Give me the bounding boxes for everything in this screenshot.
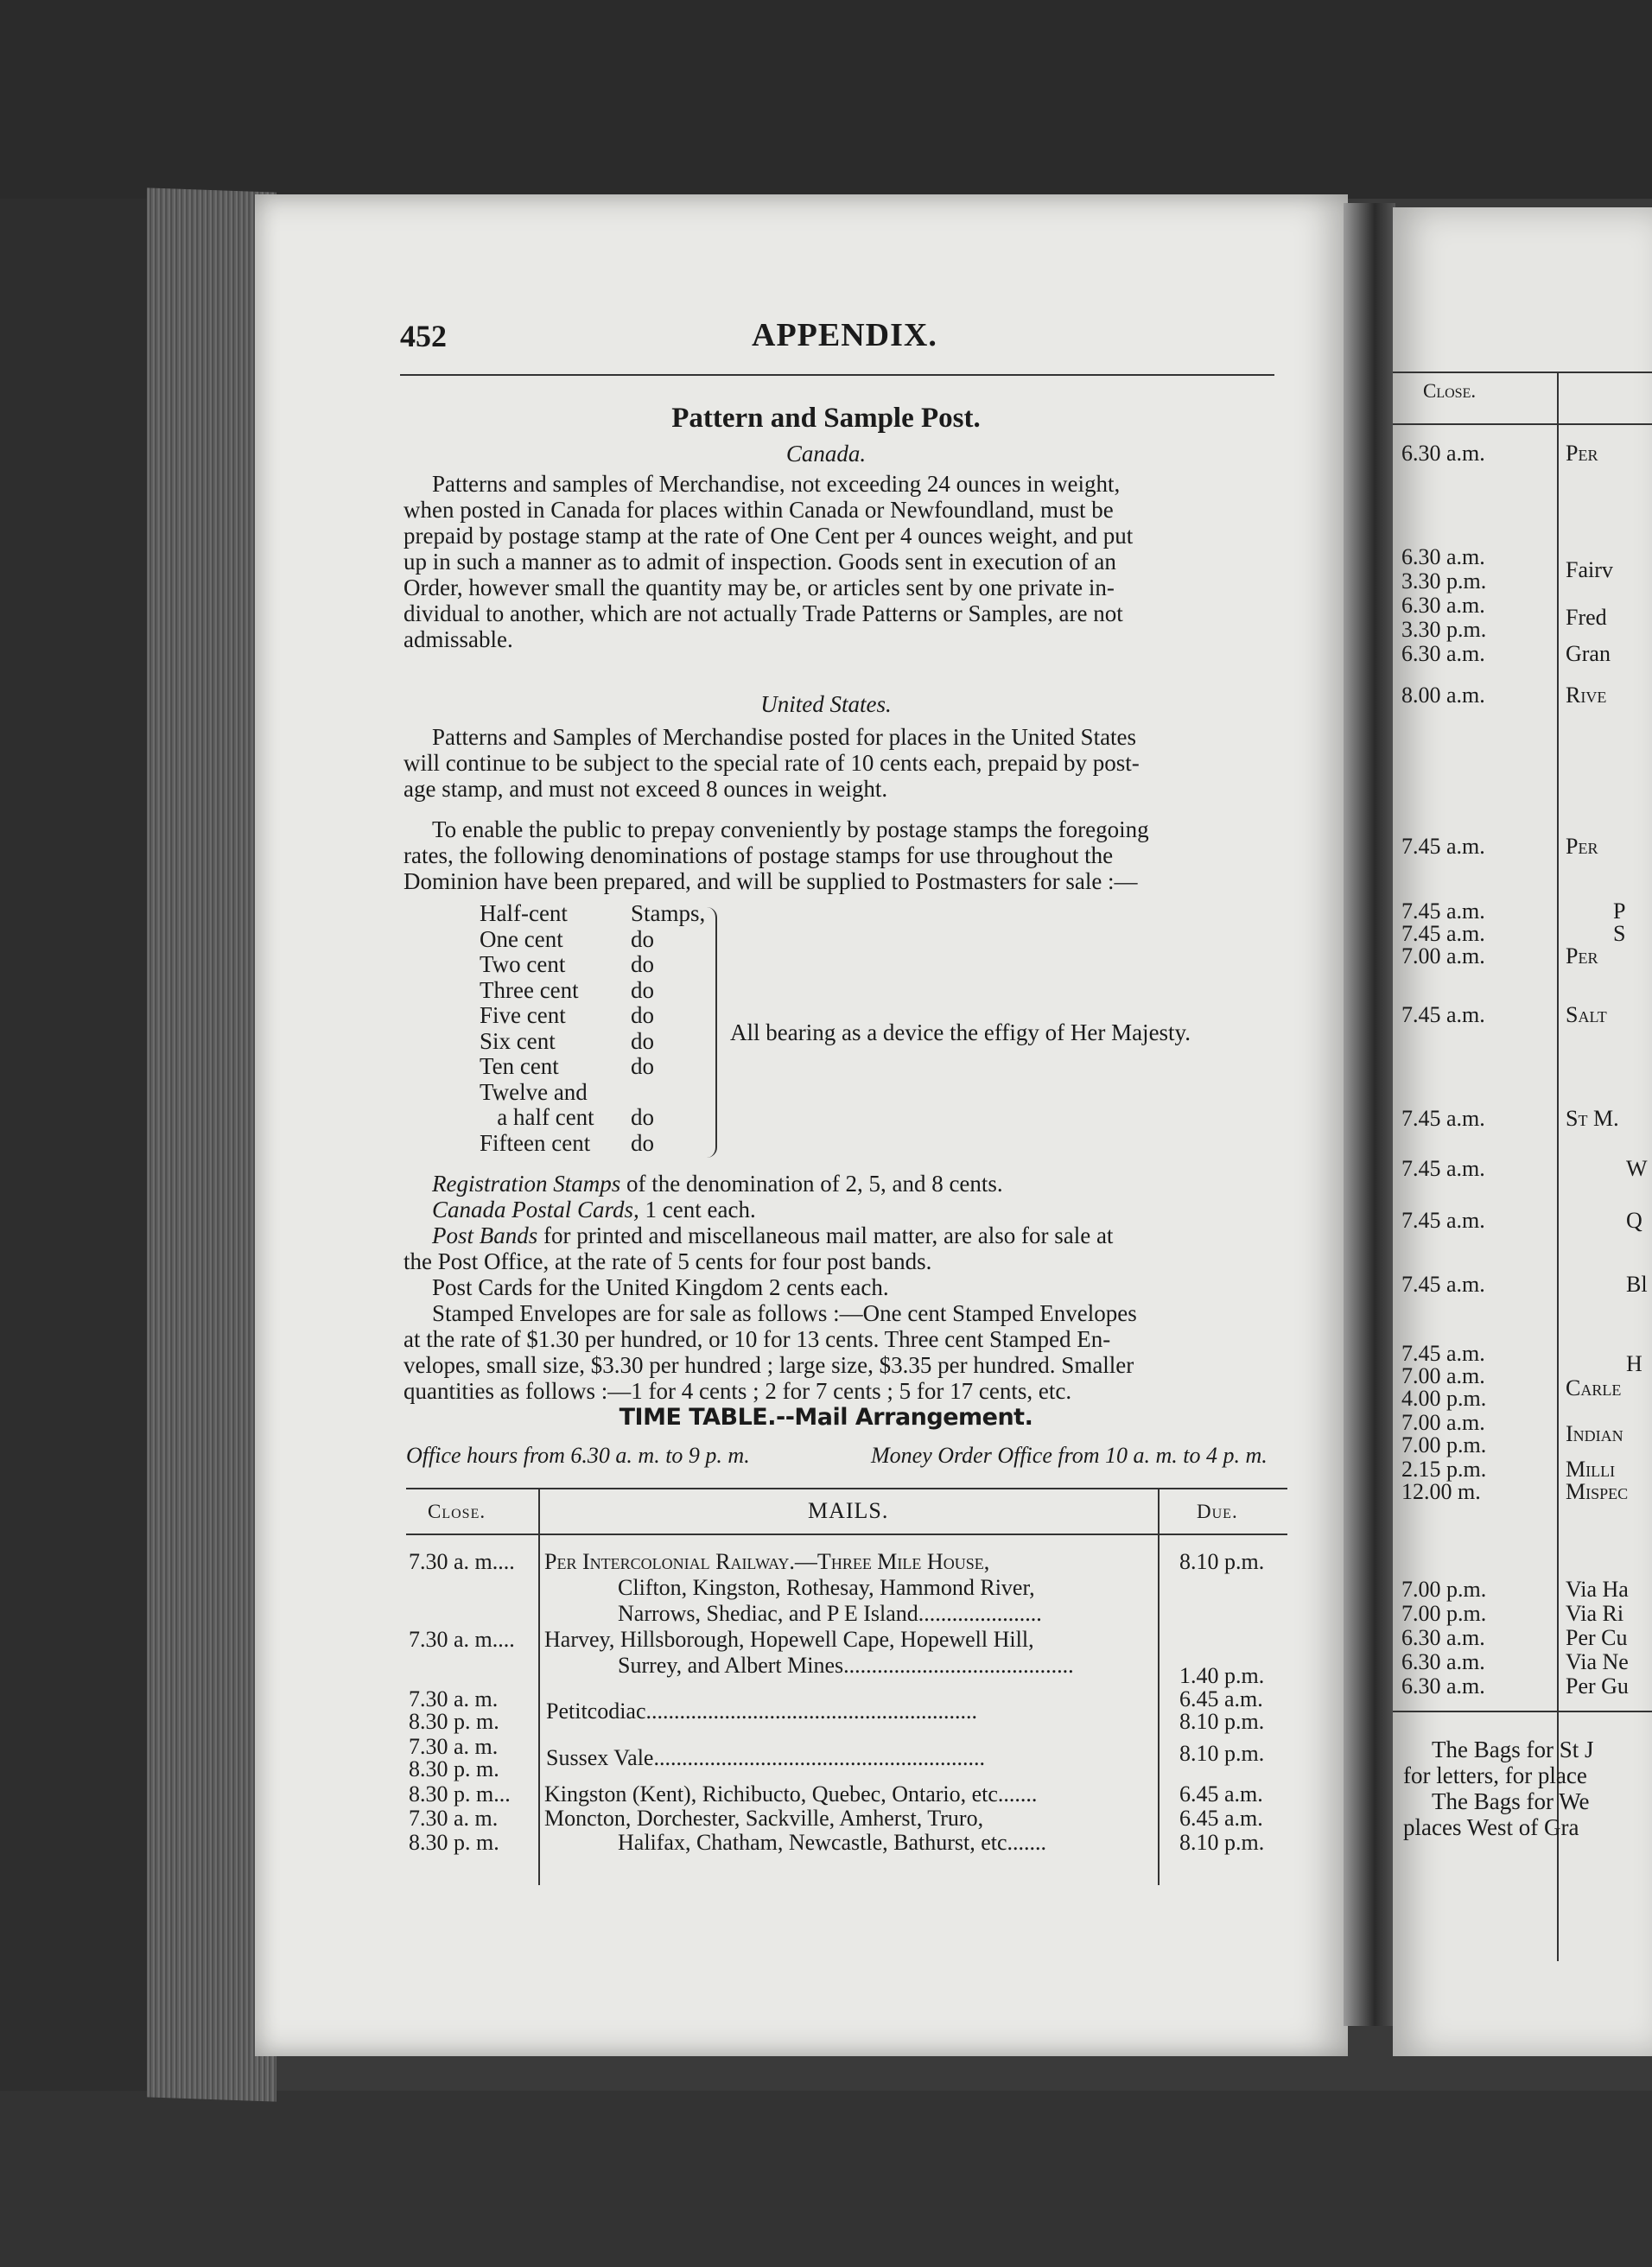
table-cell-mails: Carle [1566, 1375, 1622, 1400]
column-header-due: Due. [1197, 1501, 1238, 1522]
column-header-mails: MAILS. [808, 1498, 889, 1523]
table-cell-mails: Per Cu [1566, 1625, 1628, 1650]
stamp-do: do [631, 1027, 654, 1054]
table-cell-mails: Per Gu [1566, 1673, 1629, 1699]
stamp-do: Stamps, [631, 900, 706, 926]
text-line: age stamp, and must not exceed 8 ounces in weight. [403, 776, 888, 802]
stamp-do [631, 1080, 683, 1106]
table-cell-close: 7.00 a.m. [1401, 1410, 1485, 1435]
table-cell-close: 7.45 a.m. [1401, 1208, 1485, 1233]
table-cell-mails: Q [1626, 1208, 1642, 1233]
backdrop-top [0, 0, 1652, 199]
text-line: Patterns and samples of Merchandise, not exceeding 24 ounces in weight, [432, 471, 1121, 497]
line-rest: 1 cent each. [639, 1197, 756, 1222]
table-cell-close: 8.30 p. m. [409, 1709, 499, 1734]
table-cell-mails: Bl [1626, 1272, 1648, 1297]
line-rest: of the denomination of 2, 5, and 8 cents. [620, 1171, 1003, 1197]
table-cell-close: 6.30 a.m. [1401, 1649, 1485, 1674]
table-cell-due: 6.45 a.m. [1179, 1806, 1263, 1831]
italic-term: Registration Stamps [432, 1171, 621, 1197]
canada-heading: Canada. [785, 441, 867, 467]
table-cell-mails: Milli [1566, 1457, 1616, 1482]
canada-paragraph [403, 471, 1276, 652]
list-item [480, 1131, 683, 1157]
table-cell-due: 8.10 p.m. [1179, 1709, 1265, 1734]
table-cell-mails: Per Intercolonial Railway.—Three Mile House, [544, 1549, 990, 1574]
stamp-name: Five cent [480, 1002, 566, 1028]
stamp-denomination-list [480, 900, 706, 1156]
column-header-close: Close. [1423, 380, 1477, 402]
stamp-do: do [631, 1053, 654, 1079]
table-cell-close: 7.00 a.m. [1401, 943, 1485, 968]
office-hours: Office hours from 6.30 a. m. to 9 p. m. [406, 1443, 750, 1468]
text-line: Dominion have been prepared, and will be supplied to Postmasters for sale :— [403, 868, 1138, 894]
italic-term: Post Bands [432, 1222, 538, 1248]
table-cell-mails: Mispec [1566, 1479, 1629, 1504]
list-item [480, 1080, 683, 1106]
list-item [480, 927, 683, 953]
table-cell-close: 7.30 a. m. [409, 1806, 499, 1831]
table-cell-close: 7.45 a.m. [1401, 1272, 1485, 1297]
text-line: Post Cards for the United Kingdom 2 cents each. [432, 1274, 889, 1300]
right-page [1393, 207, 1652, 2056]
list-item [480, 978, 683, 1004]
table-cell-mails: S [1613, 921, 1626, 946]
list-item [480, 1105, 683, 1131]
line-rest: for printed and miscellaneous mail matter, are also for sale at [537, 1222, 1114, 1248]
text-line: places West of Gra [1403, 1814, 1579, 1840]
stamp-do: do [631, 1002, 654, 1028]
table-cell-close: 8.30 p. m... [409, 1781, 511, 1807]
table-cell-mails: Clifton, Kingston, Rothesay, Hammond River, [618, 1575, 1035, 1600]
table-cell-close: 7.30 a. m. [409, 1734, 499, 1759]
text-line: The Bags for We [1432, 1788, 1590, 1814]
table-cell-due: 8.10 p.m. [1179, 1549, 1265, 1574]
table-cell-close: 3.30 p.m. [1401, 617, 1487, 642]
running-title: APPENDIX. [752, 317, 937, 353]
brace [700, 907, 717, 1158]
text-line: the Post Office, at the rate of 5 cents for four post bands. [403, 1248, 932, 1274]
header-rule [1393, 371, 1652, 373]
stamp-name: Two cent [480, 951, 566, 977]
column-divider [1557, 371, 1559, 1961]
column-header-close: Close. [428, 1501, 486, 1522]
table-cell-close: 7.00 p.m. [1401, 1577, 1487, 1602]
stamp-do: do [631, 1104, 654, 1130]
stamp-name: a half cent [480, 1104, 594, 1130]
table-cell-mails: Rive [1566, 683, 1607, 708]
stamp-name: Half-cent [480, 900, 568, 926]
table-cell-close: 6.30 a.m. [1401, 641, 1485, 666]
table-cell-mails: Fairv [1566, 557, 1613, 582]
stamp-name: Twelve and [480, 1078, 588, 1105]
table-cell-due: 8.10 p.m. [1179, 1830, 1265, 1855]
table-bottom-rule [1393, 1711, 1652, 1712]
text-line: The Bags for St J [1432, 1737, 1594, 1762]
text-line: for letters, for place [1403, 1762, 1587, 1788]
table-cell-mails: Via Ne [1566, 1649, 1629, 1674]
stamp-name: Ten cent [480, 1053, 559, 1079]
text-line: Patterns and Samples of Merchandise posted for places in the United States [432, 724, 1137, 750]
text-line: rates, the following denominations of postage stamps for use throughout the [403, 842, 1114, 868]
table-cell-mails: Via Ha [1566, 1577, 1629, 1602]
text-line: prepaid by postage stamp at the rate of One Cent per 4 ounces weight, and put [403, 523, 1134, 549]
text-line: Stamped Envelopes are for sale as follows :—One cent Stamped Envelopes [432, 1300, 1137, 1326]
table-cell-close: 6.30 a.m. [1401, 593, 1485, 618]
table-cell-close: 6.30 a.m. [1401, 1673, 1485, 1699]
table-cell-close: 7.30 a. m. [409, 1686, 499, 1711]
table-cell-close: 7.45 a.m. [1401, 834, 1485, 859]
table-cell-close: 7.00 a.m. [1401, 1363, 1485, 1388]
table-cell-mails: Petitcodiac........................................................... [546, 1699, 978, 1724]
table-cell-mails: Per [1566, 834, 1598, 859]
stamps-note: All bearing as a device the effigy of Her Majesty. [730, 1019, 1191, 1045]
text-line: admissable. [403, 626, 513, 652]
stamp-do: do [631, 951, 654, 977]
list-item [480, 1003, 683, 1029]
money-order-hours: Money Order Office from 10 a. m. to 4 p. m. [871, 1443, 1268, 1468]
table-cell-due: 6.45 a.m. [1179, 1686, 1263, 1711]
table-cell-mails: Indian [1566, 1421, 1623, 1446]
table-cell-close: 8.30 p. m. [409, 1756, 499, 1781]
stamp-do: do [631, 976, 654, 1003]
table-cell-close: 12.00 m. [1401, 1479, 1481, 1504]
table-cell-close: 8.00 a.m. [1401, 683, 1485, 708]
stamps-extra-paragraph [403, 1171, 1276, 1404]
stamp-do: do [631, 925, 654, 952]
table-cell-mails: Halifax, Chatham, Newcastle, Bathurst, etc....... [618, 1830, 1047, 1855]
text-line: will continue to be subject to the special rate of 10 cents each, prepaid by post- [403, 750, 1140, 776]
stamp-do: do [631, 1129, 654, 1156]
column-divider [538, 1488, 540, 1885]
text-line: quantities as follows :—1 for 4 cents ; 2 for 7 cents ; 5 for 17 cents, etc. [403, 1378, 1072, 1404]
table-cell-close: 6.30 a.m. [1401, 1625, 1485, 1650]
table-cell-mails: Gran [1566, 641, 1611, 666]
table-cell-mails: H [1626, 1351, 1642, 1376]
table-cell-close: 7.45 a.m. [1401, 1106, 1485, 1131]
text-line [403, 1171, 1276, 1197]
table-cell-due: 8.10 p.m. [1179, 1741, 1265, 1766]
table-cell-mails: Per [1566, 441, 1598, 466]
table-cell-close: 7.45 a.m. [1401, 921, 1485, 946]
list-item [480, 1054, 683, 1080]
table-cell-mails: W [1626, 1156, 1648, 1181]
table-cell-close: 7.45 a.m. [1401, 1341, 1485, 1366]
stamp-name: Fifteen cent [480, 1129, 591, 1156]
page-number: 452 [400, 319, 447, 353]
list-item [480, 900, 706, 927]
backdrop-bottom [0, 2091, 1652, 2267]
table-header-rule [1393, 423, 1652, 425]
table-cell-mails: Harvey, Hillsborough, Hopewell Cape, Hopewell Hill, [544, 1627, 1034, 1652]
table-cell-mails: Kingston (Kent), Richibucto, Quebec, Ontario, etc....... [544, 1781, 1038, 1807]
table-cell-mails: Sussex Vale........................................................... [546, 1745, 985, 1770]
table-cell-mails: Surrey, and Albert Mines......................................... [618, 1653, 1074, 1678]
text-line: Order, however small the quantity may be, or articles sent by one private in- [403, 575, 1115, 600]
list-item [480, 1029, 683, 1055]
text-line: dividual to another, which are not actually Trade Patterns or Samples, are not [403, 600, 1123, 626]
table-cell-close: 2.15 p.m. [1401, 1457, 1487, 1482]
table-cell-close: 7.45 a.m. [1401, 1156, 1485, 1181]
table-cell-close: 7.30 a. m.... [409, 1549, 515, 1574]
table-cell-close: 6.30 a.m. [1401, 544, 1485, 569]
table-cell-due: 6.45 a.m. [1179, 1781, 1263, 1807]
table-cell-mails: Narrows, Shediac, and P E Island...................... [618, 1601, 1042, 1626]
table-cell-mails: P [1613, 899, 1626, 924]
column-divider [1158, 1488, 1160, 1885]
table-cell-close: 6.30 a.m. [1401, 441, 1485, 466]
us-heading: United States. [760, 691, 892, 717]
us-paragraph [403, 724, 1276, 802]
header-rule [400, 374, 1274, 376]
text-line: when posted in Canada for places within Canada or Newfoundland, must be [403, 497, 1114, 523]
table-cell-close: 7.00 p.m. [1401, 1432, 1487, 1457]
table-cell-due: 1.40 p.m. [1179, 1663, 1265, 1688]
text-line: velopes, small size, $3.30 per hundred ; large size, $3.35 per hundred. Smaller [403, 1352, 1134, 1378]
stamp-name: One cent [480, 925, 563, 952]
table-cell-mails: Fred [1566, 605, 1607, 630]
table-cell-close: 7.45 a.m. [1401, 1002, 1485, 1027]
text-line [403, 1197, 1276, 1222]
prepay-paragraph [403, 816, 1276, 894]
stamp-name: Six cent [480, 1027, 556, 1054]
book-spine [1344, 203, 1395, 2026]
table-cell-mails: Salt [1566, 1002, 1607, 1027]
table-cell-close: 3.30 p.m. [1401, 568, 1487, 594]
table-cell-close: 7.00 p.m. [1401, 1601, 1487, 1626]
text-line: up in such a manner as to admit of inspection. Goods sent in execution of an [403, 549, 1116, 575]
text-line [403, 1222, 1276, 1248]
table-cell-close: 8.30 p. m. [409, 1830, 499, 1855]
table-cell-mails: Moncton, Dorchester, Sackville, Amherst, Truro, [544, 1806, 984, 1831]
stamp-name: Three cent [480, 976, 579, 1003]
table-cell-mails: Via Ri [1566, 1601, 1624, 1626]
table-cell-mails: Per [1566, 943, 1598, 968]
list-item [480, 952, 683, 978]
table-cell-close: 7.45 a.m. [1401, 899, 1485, 924]
text-line: at the rate of $1.30 per hundred, or 10 for 13 cents. Three cent Stamped En- [403, 1326, 1111, 1352]
table-cell-close: 7.30 a. m.... [409, 1627, 515, 1652]
text-line: To enable the public to prepay conveniently by postage stamps the foregoing [432, 816, 1149, 842]
pattern-post-title: Pattern and Sample Post. [671, 403, 981, 434]
table-cell-close: 4.00 p.m. [1401, 1386, 1487, 1411]
table-cell-mails: St M. [1566, 1106, 1619, 1131]
time-table-title: TIME TABLE.--Mail Arrangement. [619, 1404, 1033, 1431]
italic-term: Canada Postal Cards, [432, 1197, 639, 1222]
